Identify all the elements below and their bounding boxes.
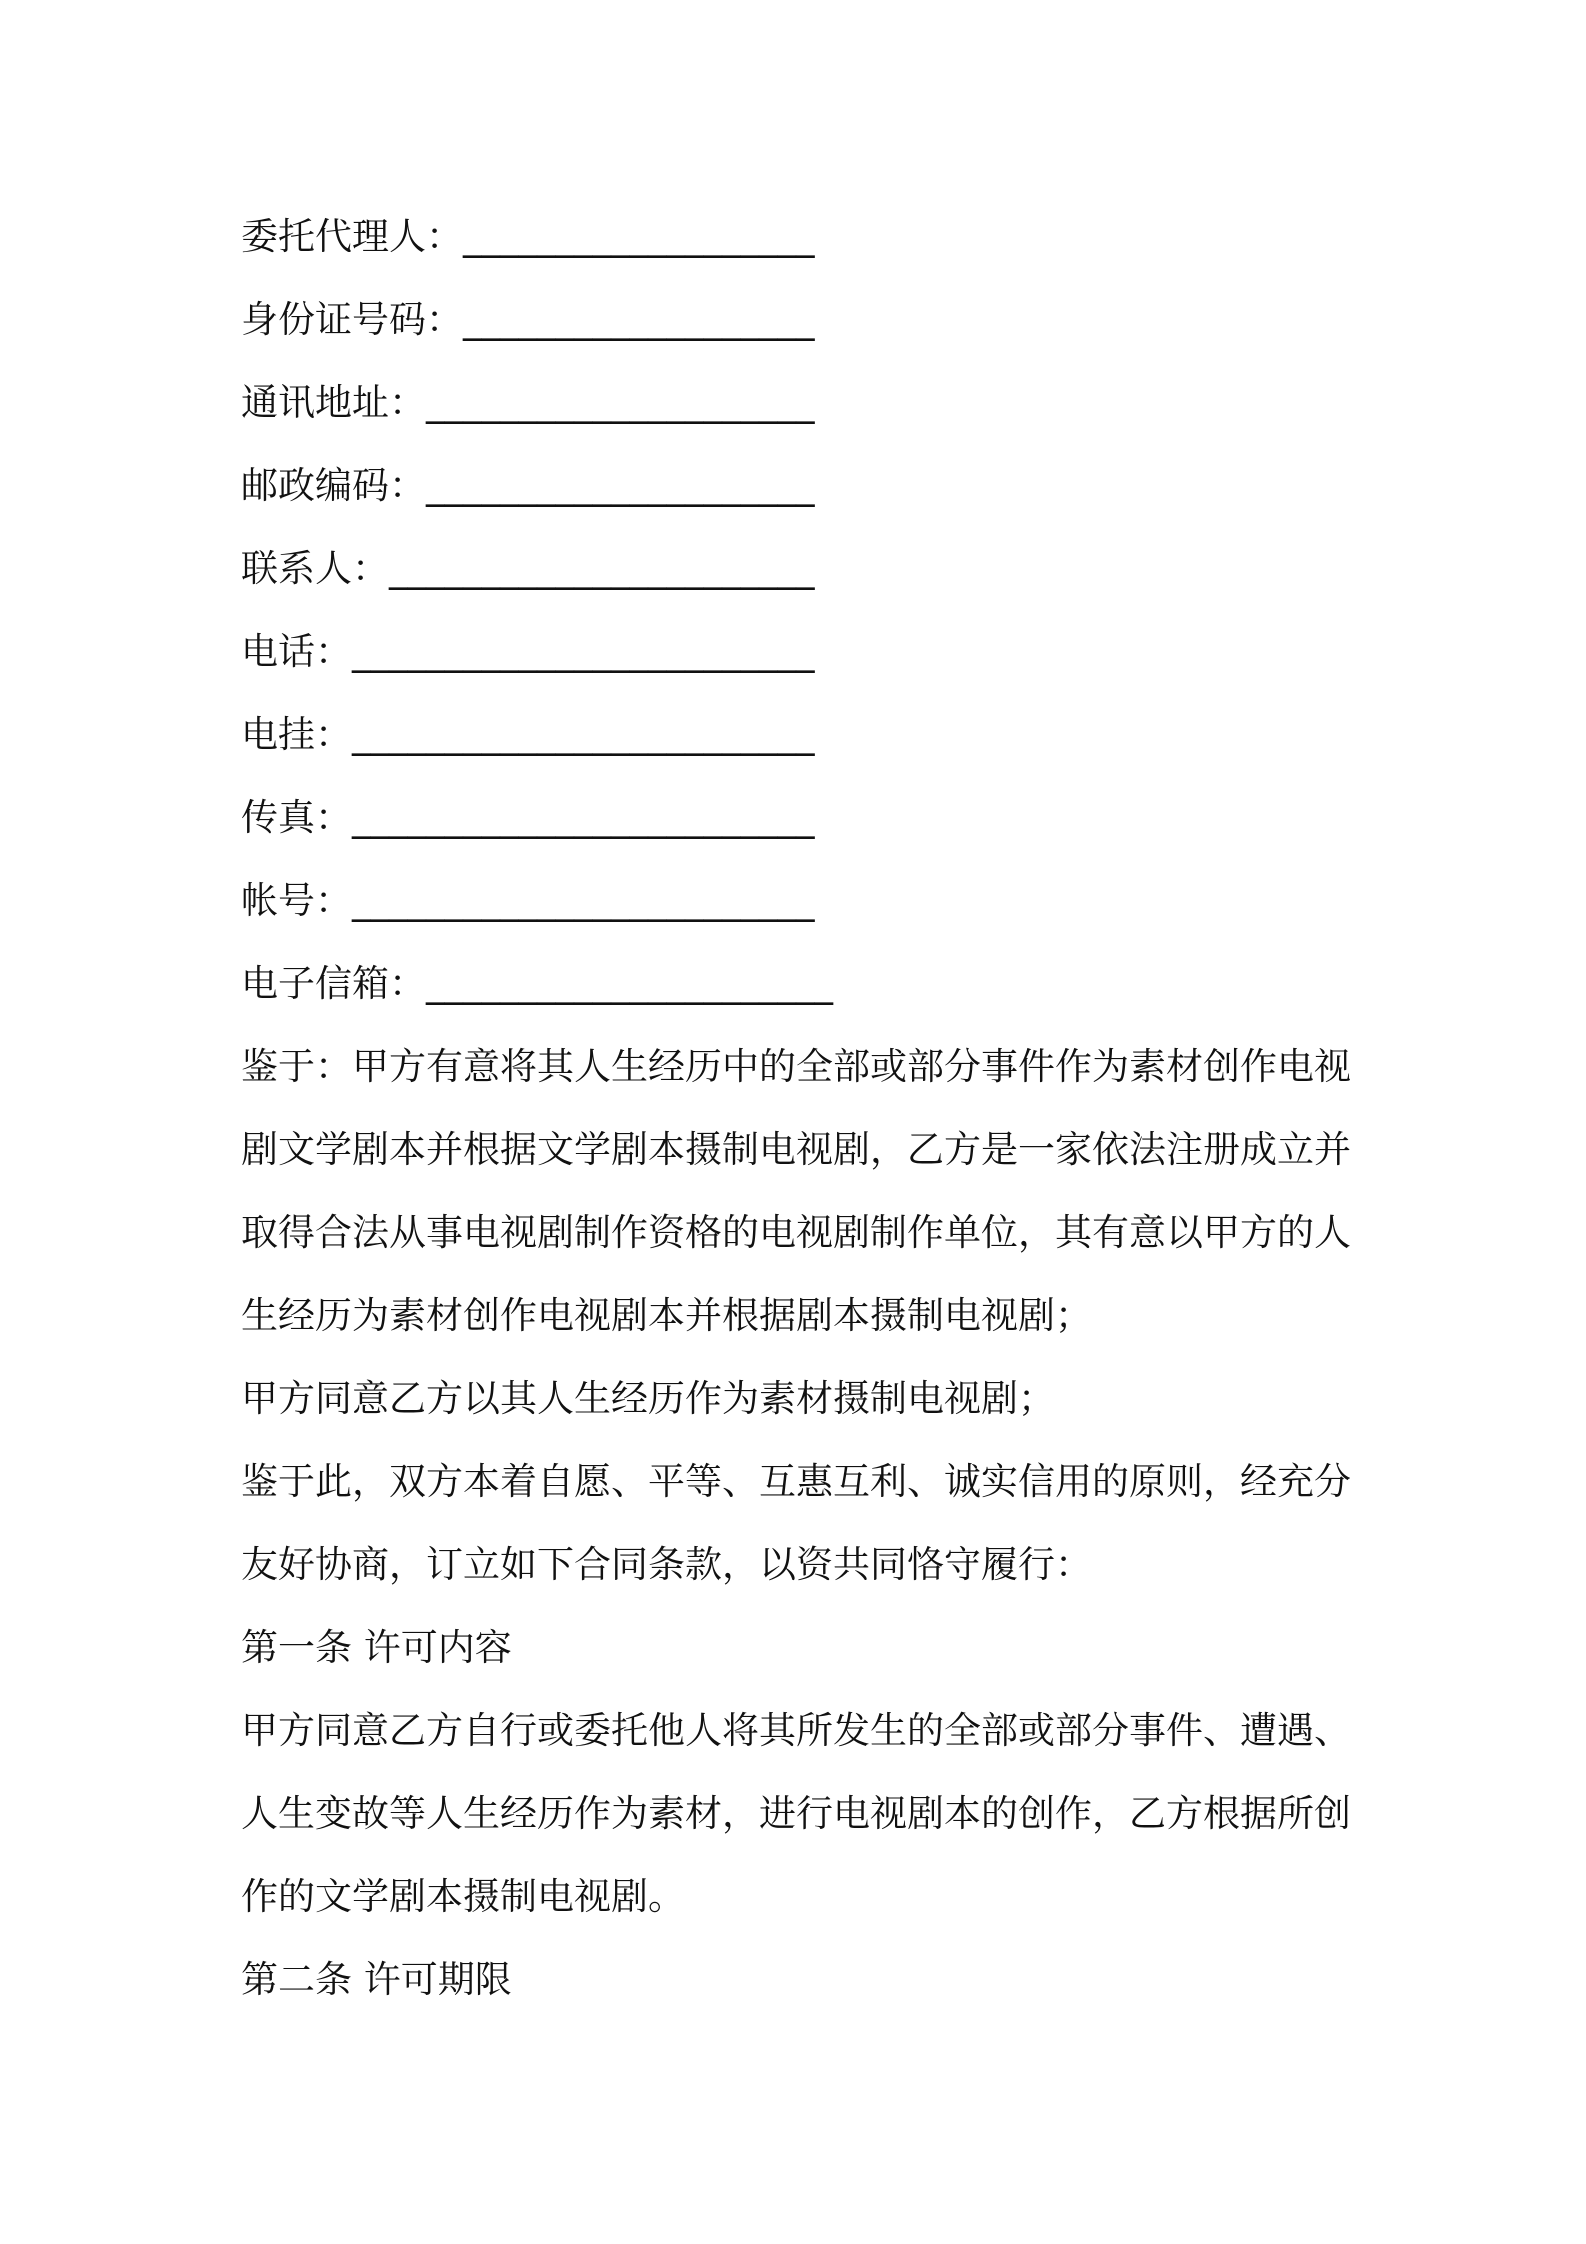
field-label: 帐号： xyxy=(241,879,352,922)
fill-in-blank: ___________________ xyxy=(463,215,815,258)
field-fax xyxy=(241,776,1361,859)
text-line: 生经历为素材创作电视剧本并根据剧本摄制电视剧； xyxy=(241,1294,1092,1337)
fill-in-blank: _____________________ xyxy=(426,381,815,424)
article-1-body xyxy=(241,1689,1359,1938)
field-label: 邮政编码： xyxy=(241,464,426,507)
whereas-paragraph-2 xyxy=(241,1357,1359,1440)
field-label: 电话： xyxy=(241,630,352,673)
field-agent xyxy=(241,195,1361,278)
field-label: 身份证号码： xyxy=(241,298,463,341)
text-line: 取得合法从事电视剧制作资格的电视剧制作单位，其有意以甲方的人 xyxy=(241,1211,1351,1254)
text-line: 鉴于：甲方有意将其人生经历中的全部或部分事件作为素材创作电视 xyxy=(241,1045,1351,1088)
field-email xyxy=(241,942,1361,1025)
field-account xyxy=(241,859,1361,942)
field-id-number xyxy=(241,278,1361,361)
fill-in-blank: _______________________ xyxy=(389,547,815,590)
article-1-heading: 第一条 许可内容 xyxy=(241,1626,512,1669)
field-telegraph xyxy=(241,693,1361,776)
field-label: 电子信箱： xyxy=(241,962,426,1005)
fill-in-blank: ______________________ xyxy=(426,962,833,1005)
fill-in-blank: _________________________ xyxy=(352,796,815,839)
fill-in-blank: _________________________ xyxy=(352,630,815,673)
text-line: 人生变故等人生经历作为素材，进行电视剧本的创作，乙方根据所创 xyxy=(241,1792,1351,1835)
field-phone xyxy=(241,610,1361,693)
text-line: 剧文学剧本并根据文学剧本摄制电视剧，乙方是一家依法注册成立并 xyxy=(241,1128,1351,1171)
article-2-heading: 第二条 许可期限 xyxy=(241,1958,512,2001)
fill-in-blank: ___________________ xyxy=(463,298,815,341)
field-address xyxy=(241,361,1361,444)
fill-in-blank: _________________________ xyxy=(352,879,815,922)
field-label: 传真： xyxy=(241,796,352,839)
fill-in-blank: _________________________ xyxy=(352,713,815,756)
whereas-paragraph-1 xyxy=(241,1025,1359,1357)
text-line: 友好协商，订立如下合同条款，以资共同恪守履行： xyxy=(241,1543,1092,1586)
text-line: 作的文学剧本摄制电视剧。 xyxy=(241,1875,685,1918)
whereas-paragraph-3 xyxy=(241,1440,1359,1606)
field-label: 联系人： xyxy=(241,547,389,590)
document-body xyxy=(241,195,1361,2021)
text-line: 甲方同意乙方以其人生经历作为素材摄制电视剧； xyxy=(241,1377,1055,1420)
field-label: 电挂： xyxy=(241,713,352,756)
field-label: 委托代理人： xyxy=(241,215,463,258)
field-contact xyxy=(241,527,1361,610)
text-line: 鉴于此，双方本着自愿、平等、互惠互利、诚实信用的原则，经充分 xyxy=(241,1460,1351,1503)
field-postcode xyxy=(241,444,1361,527)
text-line: 甲方同意乙方自行或委托他人将其所发生的全部或部分事件、遭遇、 xyxy=(241,1709,1351,1752)
fill-in-blank: _____________________ xyxy=(426,464,815,507)
field-label: 通讯地址： xyxy=(241,381,426,424)
